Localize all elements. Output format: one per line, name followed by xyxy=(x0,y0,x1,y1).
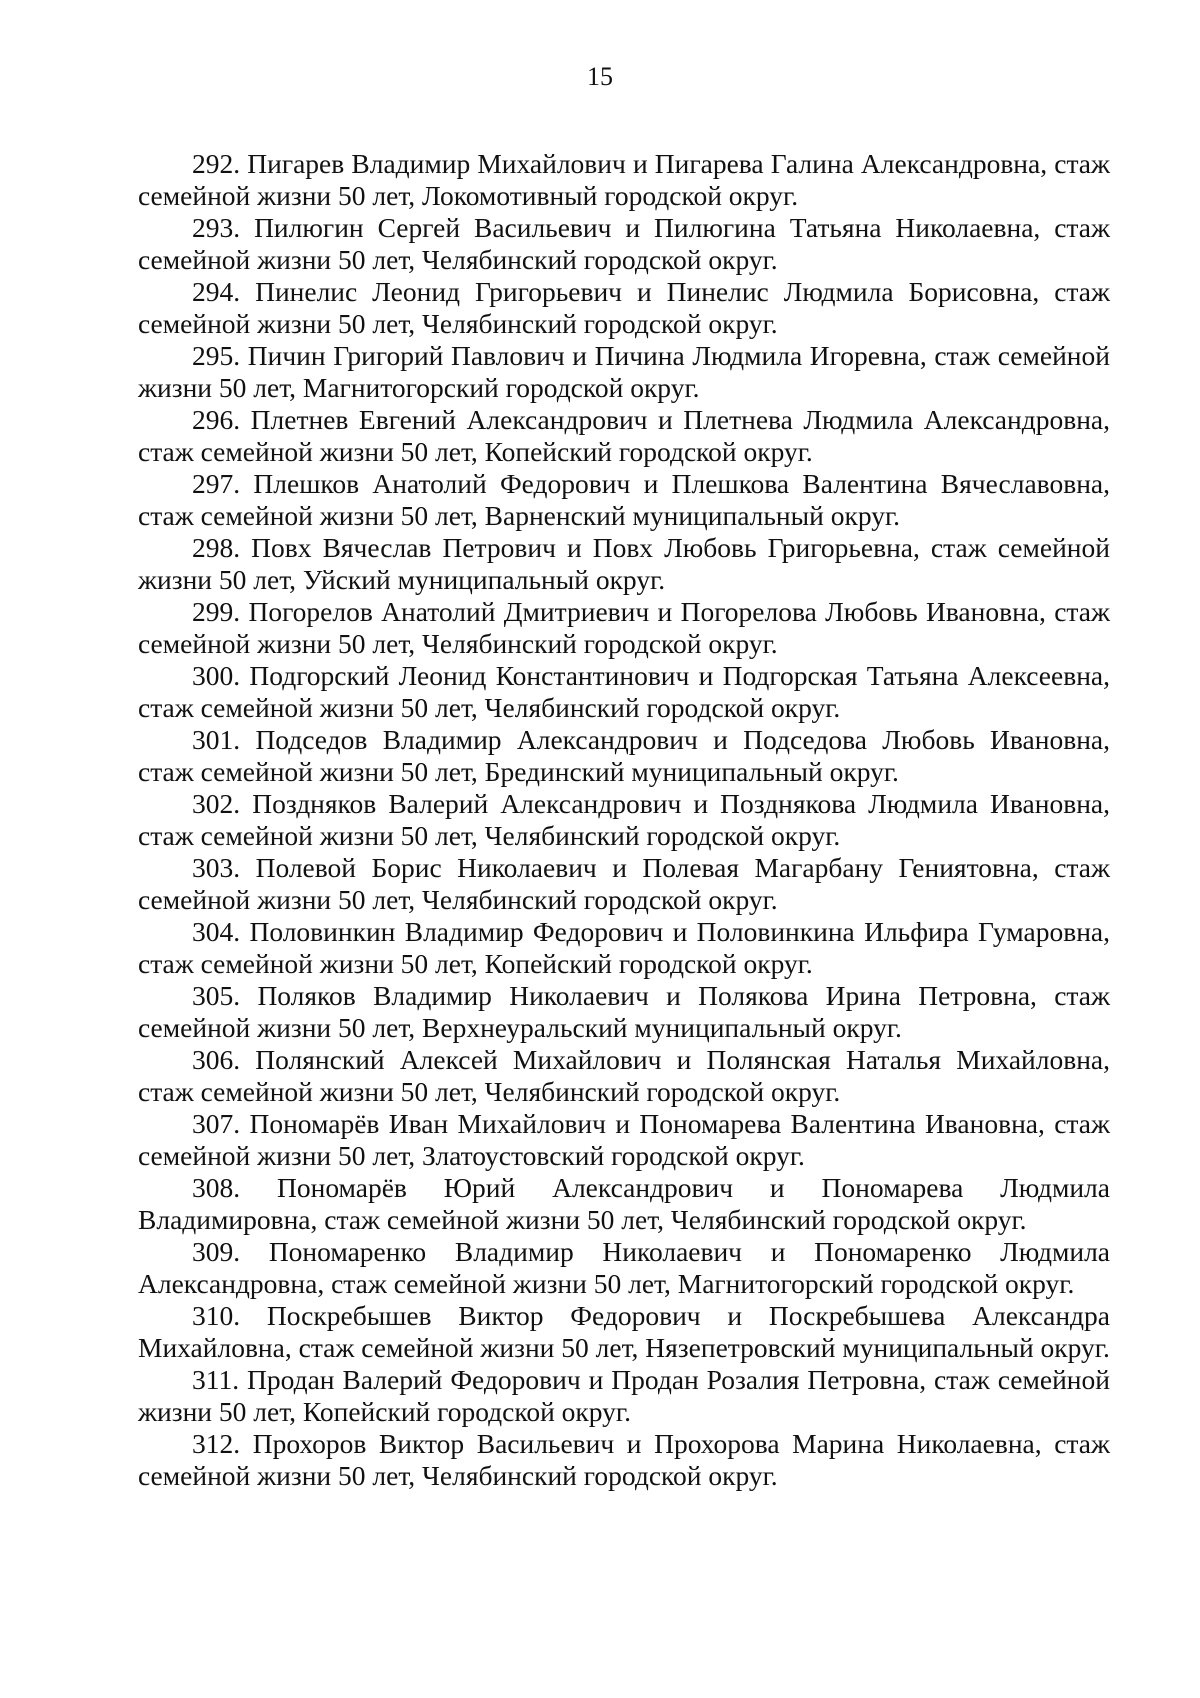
list-item: 292. Пигарев Владимир Михайлович и Пигарева Галина Александровна, стаж семейной жизни 50 лет, Локомотивный городской округ. xyxy=(138,148,1110,211)
list-item: 301. Подседов Владимир Александрович и Подседова Любовь Ивановна, стаж семейной жизни 50 лет, Брединский муниципальный округ. xyxy=(138,724,1110,787)
list-item: 309. Пономаренко Владимир Николаевич и Пономаренко Людмила Александровна, стаж семейной жизни 50 лет, Магнитогорский городской округ. xyxy=(138,1236,1110,1299)
list-item: 310. Поскребышев Виктор Федорович и Поскребышева Александра Михайловна, стаж семейной жизни 50 лет, Нязепетровский муниципальный округ. xyxy=(138,1300,1110,1363)
list-item: 295. Пичин Григорий Павлович и Пичина Людмила Игоревна, стаж семейной жизни 50 лет, Магнитогорский городской округ. xyxy=(138,340,1110,403)
list-item: 305. Поляков Владимир Николаевич и Полякова Ирина Петровна, стаж семейной жизни 50 лет, Верхнеуральский муниципальный округ. xyxy=(138,980,1110,1043)
list-item: 306. Полянский Алексей Михайлович и Полянская Наталья Михайловна, стаж семейной жизни 50 лет, Челябинский городской округ. xyxy=(138,1044,1110,1107)
list-item: 307. Пономарёв Иван Михайлович и Пономарева Валентина Ивановна, стаж семейной жизни 50 лет, Златоустовский городской округ. xyxy=(138,1108,1110,1171)
list-item: 308. Пономарёв Юрий Александрович и Пономарева Людмила Владимировна, стаж семейной жизни 50 лет, Челябинский городской округ. xyxy=(138,1172,1110,1235)
list-item: 299. Погорелов Анатолий Дмитриевич и Погорелова Любовь Ивановна, стаж семейной жизни 50 лет, Челябинский городской округ. xyxy=(138,596,1110,659)
list-item: 303. Полевой Борис Николаевич и Полевая Магарбану Гениятовна, стаж семейной жизни 50 лет, Челябинский городской округ. xyxy=(138,852,1110,915)
list-item: 297. Плешков Анатолий Федорович и Плешкова Валентина Вячеславовна, стаж семейной жизни 50 лет, Варненский муниципальный округ. xyxy=(138,468,1110,531)
list-item: 302. Поздняков Валерий Александрович и Позднякова Людмила Ивановна, стаж семейной жизни 50 лет, Челябинский городской округ. xyxy=(138,788,1110,851)
list-item: 294. Пинелис Леонид Григорьевич и Пинелис Людмила Борисовна, стаж семейной жизни 50 лет, Челябинский городской округ. xyxy=(138,276,1110,339)
page-number: 15 xyxy=(587,62,613,91)
entry-list xyxy=(138,148,1110,1492)
list-item: 296. Плетнев Евгений Александрович и Плетнева Людмила Александровна, стаж семейной жизни 50 лет, Копейский городской округ. xyxy=(138,404,1110,467)
list-item: 304. Половинкин Владимир Федорович и Половинкина Ильфира Гумаровна, стаж семейной жизни 50 лет, Копейский городской округ. xyxy=(138,916,1110,979)
list-item: 300. Подгорский Леонид Константинович и Подгорская Татьяна Алексеевна, стаж семейной жизни 50 лет, Челябинский городской округ. xyxy=(138,660,1110,723)
list-item: 293. Пилюгин Сергей Васильевич и Пилюгина Татьяна Николаевна, стаж семейной жизни 50 лет, Челябинский городской округ. xyxy=(138,212,1110,275)
list-item: 298. Повх Вячеслав Петрович и Повх Любовь Григорьевна, стаж семейной жизни 50 лет, Уйский муниципальный округ. xyxy=(138,532,1110,595)
list-item: 312. Прохоров Виктор Васильевич и Прохорова Марина Николаевна, стаж семейной жизни 50 лет, Челябинский городской округ. xyxy=(138,1428,1110,1491)
list-item: 311. Продан Валерий Федорович и Продан Розалия Петровна, стаж семейной жизни 50 лет, Копейский городской округ. xyxy=(138,1364,1110,1427)
